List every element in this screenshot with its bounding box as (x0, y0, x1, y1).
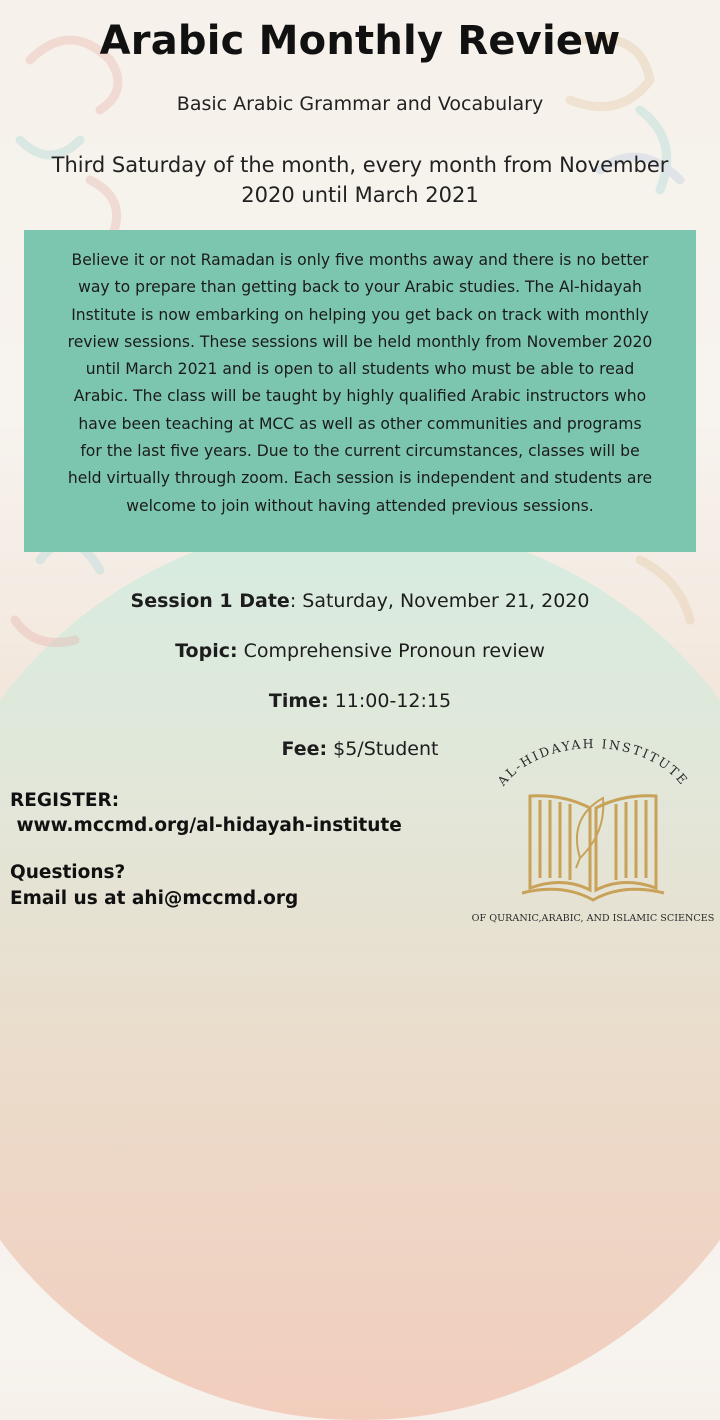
session-date-value: : Saturday, November 21, 2020 (289, 590, 590, 612)
questions-heading: Questions? (10, 862, 126, 883)
description-text (40, 247, 680, 520)
logo-arc-text: AL-HIDAYAH INSTITUTE (494, 738, 692, 789)
page-title: Arabic Monthly Review (99, 18, 621, 64)
topic-value: Comprehensive Pronoun review (237, 640, 545, 662)
institute-logo (468, 738, 718, 928)
subtitle: Basic Arabic Grammar and Vocabulary (176, 93, 544, 115)
session-date-label: Session 1 Date (130, 590, 290, 612)
register-link[interactable]: www.mccmd.org/al-hidayah-institute (10, 815, 402, 836)
schedule-line: Third Saturday of the month, every month from November (51, 153, 669, 177)
description-box (24, 230, 696, 552)
description-line: have been teaching at MCC as well as other communities and programs (78, 414, 642, 433)
email-link[interactable]: Email us at ahi@mccmd.org (10, 888, 299, 909)
open-book-quill-icon (522, 796, 664, 900)
description-line: until March 2021 and is open to all students who must be able to read (85, 360, 635, 379)
description-line: Institute is now embarking on helping you get back on track with monthly (71, 305, 649, 324)
schedule-line: 2020 until March 2021 (241, 183, 479, 207)
time-value: 11:00-12:15 (328, 690, 452, 712)
description-line: Believe it or not Ramadan is only five months away and there is no better (71, 251, 649, 269)
description-line: review sessions. These sessions will be held monthly from November 2020 (67, 332, 653, 351)
session-date (0, 590, 720, 612)
time (0, 690, 720, 712)
description-line: way to prepare than getting back to your Arabic studies. The Al-hidayah (78, 278, 642, 297)
logo-bottom-text: OF QURANIC,ARABIC, AND ISLAMIC SCIENCES (471, 913, 715, 924)
description-line: welcome to join without having attended previous sessions. (126, 496, 594, 515)
schedule-text (24, 150, 696, 210)
time-label: Time: (268, 690, 329, 712)
description-line: for the last five years. Due to the current circumstances, classes will be (80, 442, 640, 461)
description-line: Arabic. The class will be taught by highly qualified Arabic instructors who (73, 387, 647, 406)
description-line: held virtually through zoom. Each session is independent and students are (67, 469, 653, 488)
fee-label: Fee: (281, 738, 328, 760)
fee-value: $5/Student (327, 738, 439, 760)
register-heading: REGISTER: (10, 790, 120, 811)
topic-label: Topic: (175, 640, 238, 662)
topic (0, 640, 720, 662)
